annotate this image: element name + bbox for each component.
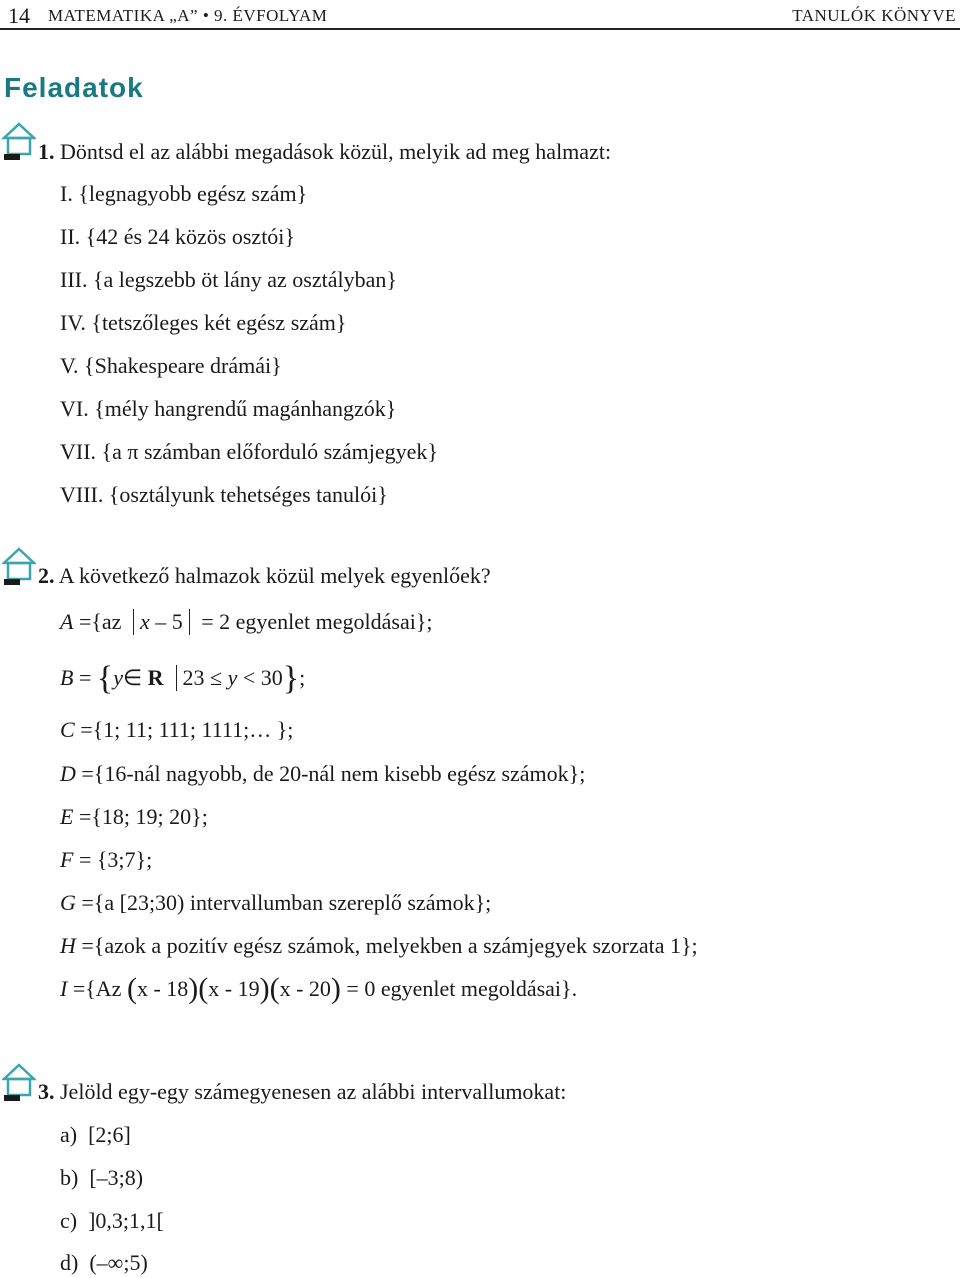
task1-text: Döntsd el az alábbi megadások közül, melyik ad meg halmazt: bbox=[60, 139, 612, 164]
task3-question bbox=[38, 1078, 566, 1106]
task1-item: VI. {mély hangrendű magánhangzók} bbox=[60, 396, 397, 421]
interval-item: d) (–∞;5) bbox=[60, 1250, 148, 1275]
task1-item: I. {legnagyobb egész szám} bbox=[60, 181, 308, 206]
task1-number: 1. bbox=[38, 139, 55, 164]
set-H: H ={azok a pozitív egész számok, melyekben a számjegyek szorzata 1}; bbox=[60, 933, 698, 958]
set-I: I ={Az (x - 18)(x - 19)(x - 20) = 0 egyenlet megoldásai}. bbox=[60, 972, 578, 1005]
home-icon[interactable] bbox=[2, 122, 36, 162]
set-G: G ={a [23;30) intervallumban szereplő számok}; bbox=[60, 890, 492, 915]
task3-text: Jelöld egy-egy számegyenesen az alábbi intervallumokat: bbox=[60, 1079, 567, 1104]
set-A: A ={az x – 5 = 2 egyenlet megoldásai}; bbox=[60, 609, 433, 634]
home-icon[interactable] bbox=[2, 1063, 36, 1103]
task1-item: II. {42 és 24 közös osztói} bbox=[60, 224, 295, 249]
task1-item: IV. {tetszőleges két egész szám} bbox=[60, 310, 347, 335]
task2-number: 2. bbox=[38, 563, 55, 588]
interval-item: c) ]0,3;1,1[ bbox=[60, 1208, 164, 1233]
task2-question bbox=[38, 562, 491, 590]
task2-text: A következő halmazok közül melyek egyenlőek? bbox=[58, 563, 491, 588]
set-D: D ={16-nál nagyobb, de 20-nál nem kisebb egész számok}; bbox=[60, 761, 586, 786]
task1-item: VIII. {osztályunk tehetséges tanulói} bbox=[60, 482, 388, 507]
book-title: MATEMATIKA „A” • 9. ÉVFOLYAM bbox=[48, 6, 328, 25]
task1-item: VII. {a π számban előforduló számjegyek} bbox=[60, 439, 438, 464]
section-title: Feladatok bbox=[4, 72, 144, 103]
page-header bbox=[0, 0, 960, 30]
set-F: F = {3;7}; bbox=[60, 847, 153, 872]
interval-item: b) [–3;8) bbox=[60, 1165, 144, 1190]
home-icon[interactable] bbox=[2, 547, 36, 587]
task1-item: III. {a legszebb öt lány az osztályban} bbox=[60, 267, 397, 292]
interval-item: a) [2;6] bbox=[60, 1122, 131, 1147]
header-rule bbox=[0, 28, 960, 30]
task3-number: 3. bbox=[38, 1079, 55, 1104]
book-subtitle: TANULÓK KÖNYVE bbox=[792, 6, 956, 25]
set-C: C ={1; 11; 111; 1111;… }; bbox=[60, 717, 294, 742]
task1-question bbox=[38, 138, 611, 166]
page-number: 14 bbox=[8, 3, 30, 28]
task1-item: V. {Shakespeare drámái} bbox=[60, 353, 282, 378]
set-B: B = {y∈ R 23 ≤ y < 30}; bbox=[60, 660, 306, 697]
set-E: E ={18; 19; 20}; bbox=[60, 804, 208, 829]
